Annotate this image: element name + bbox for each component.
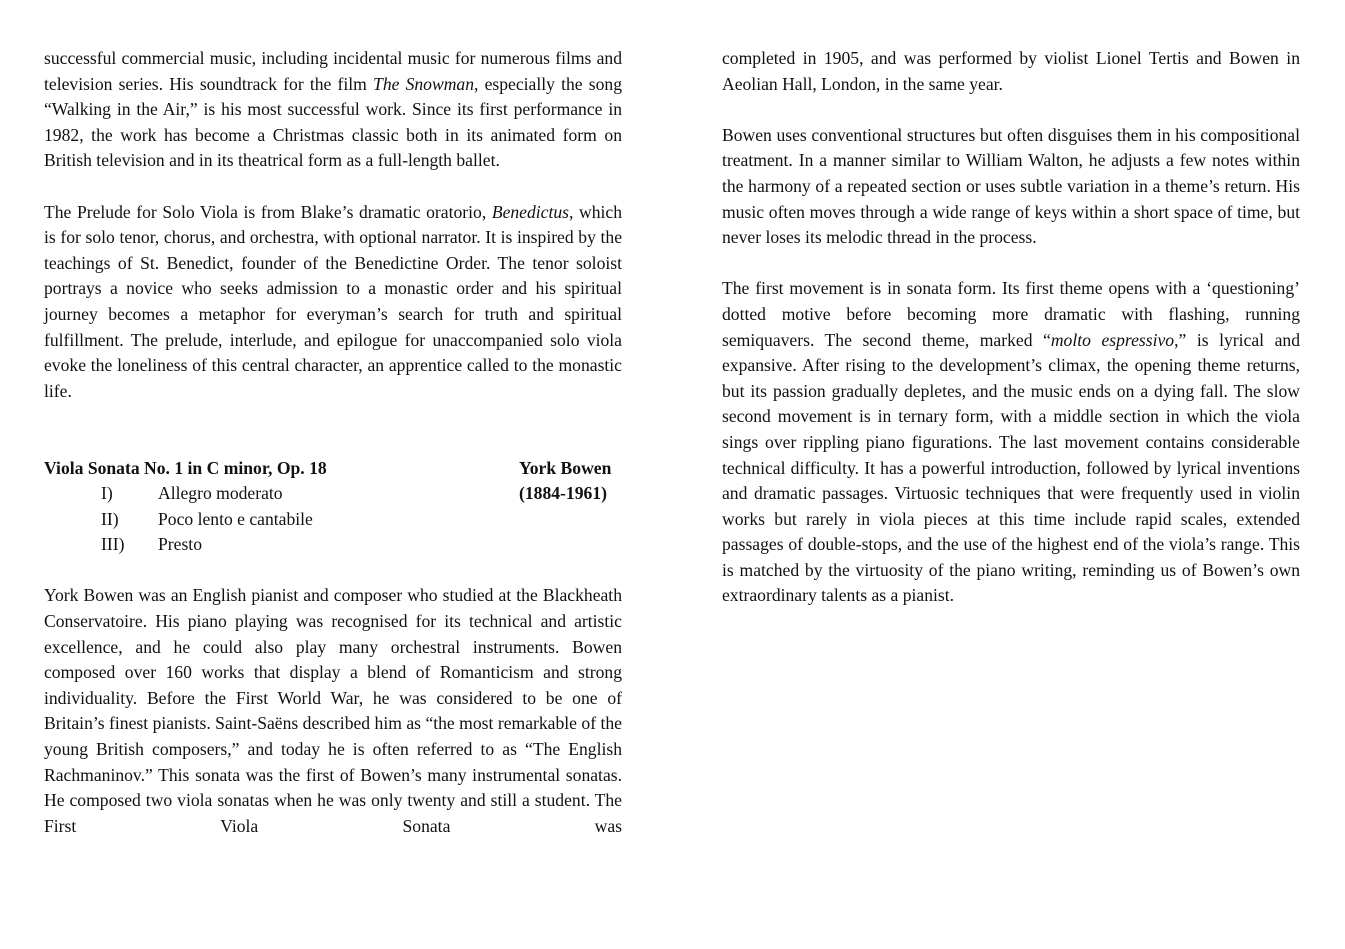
text-segment: , which is for solo tenor, chorus, and orchestra, with optional narrator. It is inspired by the teachings of St. Benedict, founder of the Benedictine Order. The tenor soloist portrays a novice who seeks admission to a monastic order and his spiritual journey becomes a metaphor for everyman’s search for truth and spiritual fulfillment. The prelude, interlude, and epilogue for unaccompanied solo viola evoke the loneliness of this central character, an apprentice called to the monastic life. [44, 201, 622, 401]
text-segment: The first movement is in sonata form. Its first theme opens with a ‘questioning’ dotted motive before becoming more dramatic with flashing, running semiquavers. The second theme, marked “ [722, 278, 1300, 350]
text-segment: ,” is lyrical and expansive. After rising to the development’s climax, the opening theme returns, but its passion gradually depletes, and the music ends on a dying fall. The slow second movement is in ternary form, with a middle section in which the viola sings over rippling piano figurations. The last movement contains considerable technical difficulty. It has a powerful introduction, followed by lyrical inventions and dramatic passages. Virtuosic techniques that were frequently used in violin works but rarely in viola pieces at this time include rapid scales, extended passages of double-stops, and the use of the highest end of the viola’s range. This is matched by the virtuosity of the piano writing, reminding us of Bowen’s own extraordinary talents as a pianist. [722, 329, 1300, 606]
paragraph-movements [722, 276, 1300, 609]
movement-item [44, 507, 622, 533]
oratorio-title: Benedictus [491, 201, 570, 222]
paragraph-prelude [44, 200, 622, 405]
left-column [44, 46, 622, 839]
work-title: Viola Sonata No. 1 in C minor, Op. 18 [44, 457, 327, 478]
paragraph-spacer [44, 558, 622, 584]
film-title: The Snowman [373, 73, 475, 94]
composer-dates: (1884-1961) [519, 483, 607, 504]
paragraph-style: Bowen uses conventional structures but often disguises them in his compositional treatment. In a manner similar to William Walton, he adjusts a few notes within the harmony of a repeated section or uses subtle variation in a theme’s return. His music often moves through a wide range of keys within a short space of time, but never loses its melodic thread in the process. [722, 124, 1300, 248]
section-spacer [44, 404, 622, 455]
paragraph-premiere: completed in 1905, and was performed by violist Lionel Tertis and Bowen in Aeolian Hall, London, in the same year. [722, 48, 1300, 94]
composer-block [519, 456, 622, 507]
text-segment: successful commercial music, including incidental music for numerous films and television series. His soundtrack for the film [44, 48, 622, 94]
text-segment: , especially the song “Walking in the Air,” is his most successful work. Since its first performance in 1982, the work has become a Christmas classic both in its animated form on British television and in its theatrical form as a full-length ballet. [44, 73, 623, 171]
movement-name: Allegro moderato [158, 483, 283, 504]
paragraph-snowman [44, 46, 622, 174]
paragraph-bowen-bio: York Bowen was an English pianist and composer who studied at the Blackheath Conservatoire. His piano playing was recognised for its technical and artistic excellence, and he could also play many orchestral instruments. Bowen composed over 160 works that display a blend of Romanticism and strong individuality. Before the First World War, he was considered to be one of Britain’s finest pianists. Saint-Saëns described him as “the most remarkable of the young British composers,” and today he is often referred to as “The English Rachmaninov.” This sonata was the first of Bowen’s many instrumental sonatas. He composed two viola sonatas when he was only twenty and still a student. The First Viola Sonata was [44, 585, 622, 836]
paragraph-spacer [44, 174, 622, 200]
right-column [722, 46, 1300, 609]
movement-item [44, 532, 622, 558]
composer-name: York Bowen [519, 457, 612, 478]
movement-name: Poco lento e cantabile [158, 508, 313, 529]
movement-number: III) [101, 534, 125, 555]
paragraph-spacer [722, 97, 1300, 123]
movement-number: I) [101, 483, 113, 504]
movement-name: Presto [158, 534, 202, 555]
movement-number: II) [101, 508, 119, 529]
paragraph-spacer [722, 251, 1300, 277]
tempo-marking: molto espressivo [1050, 329, 1175, 350]
text-segment: The Prelude for Solo Viola is from Blake’s dramatic oratorio, [44, 201, 492, 222]
